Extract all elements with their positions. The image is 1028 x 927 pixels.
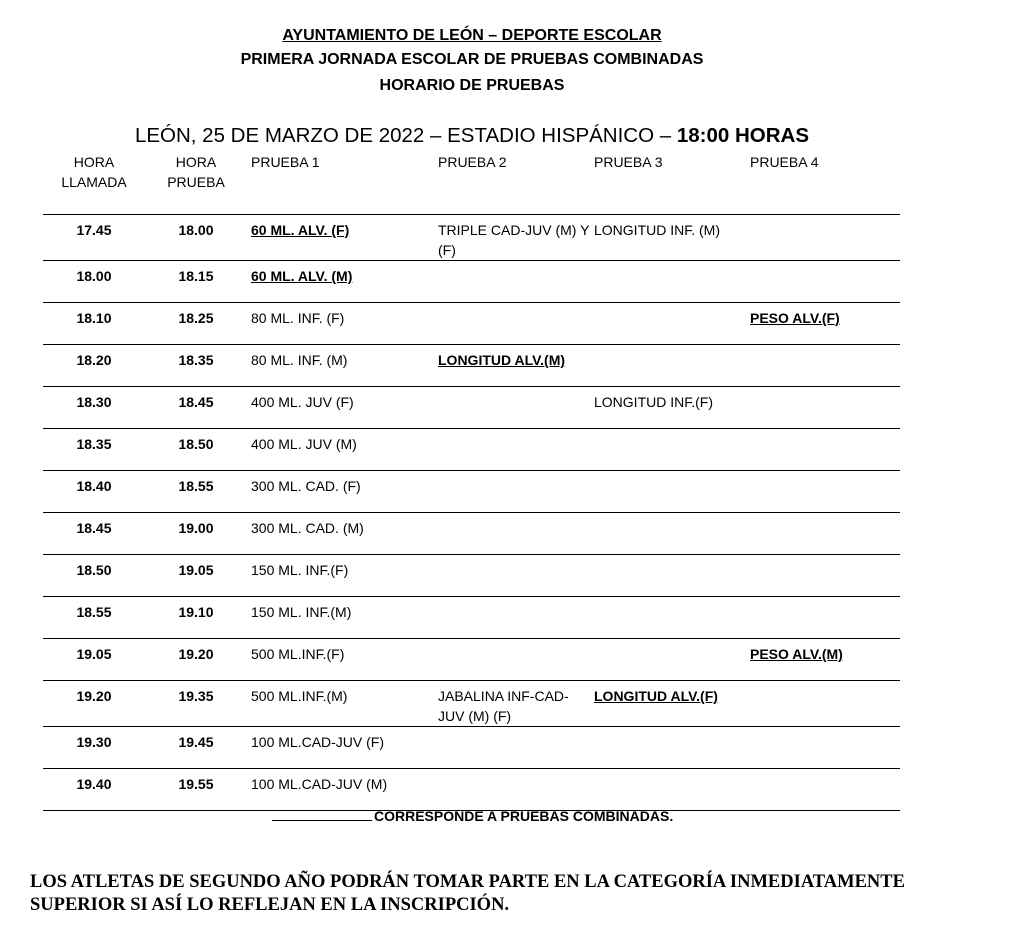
cell-prueba-4	[750, 769, 900, 811]
cell-prueba-4	[750, 681, 900, 727]
header-event-title: PRIMERA JORNADA ESCOLAR DE PRUEBAS COMBINADAS	[240, 51, 704, 68]
cell-hora-prueba: 18.35	[178, 352, 214, 368]
cell-prueba-4	[750, 555, 900, 597]
cell-hora-llamada: 18.10	[76, 310, 112, 326]
cell-prueba-4	[750, 597, 900, 639]
footer-note-line2: SUPERIOR SI ASÍ LO REFLEJAN EN LA INSCRIPCIÓN.	[30, 895, 510, 915]
table-row	[43, 261, 900, 303]
cell-hora-llamada: 18.30	[76, 394, 112, 410]
table-row	[43, 639, 900, 681]
column-header-hora-prueba	[145, 150, 247, 215]
cell-prueba-3	[594, 513, 750, 555]
cell-prueba-4: PESO ALV.(M)	[750, 646, 843, 662]
schedule-table	[43, 150, 900, 811]
cell-prueba-1: 100 ML.CAD-JUV (F)	[251, 734, 385, 750]
cell-prueba-4	[750, 215, 900, 261]
cell-prueba-4	[750, 471, 900, 513]
cell-hora-llamada: 18.50	[76, 562, 112, 578]
cell-prueba-1: 60 ML. ALV. (F)	[251, 222, 350, 238]
cell-hora-llamada: 18.55	[76, 604, 112, 620]
cell-prueba-4	[750, 387, 900, 429]
footer-note	[30, 871, 905, 917]
event-location-date	[0, 124, 944, 148]
column-header-hora-llamada-line1: HORA	[73, 154, 115, 170]
legend-text: CORRESPONDE A PRUEBAS COMBINADAS.	[374, 808, 674, 824]
table-row	[43, 681, 900, 727]
cell-prueba-2	[438, 639, 594, 681]
legend	[272, 808, 673, 824]
cell-prueba-1: 80 ML. INF. (F)	[251, 310, 345, 326]
cell-prueba-2	[438, 597, 594, 639]
cell-hora-llamada: 18.35	[76, 436, 112, 452]
cell-prueba-2	[438, 555, 594, 597]
cell-prueba-3	[594, 345, 750, 387]
cell-prueba-3	[594, 303, 750, 345]
legend-underline-sample	[272, 808, 372, 821]
cell-hora-llamada: 18.20	[76, 352, 112, 368]
column-header-prueba-4: PRUEBA 4	[750, 154, 819, 170]
table-row	[43, 597, 900, 639]
cell-hora-prueba: 19.45	[178, 734, 214, 750]
cell-hora-prueba: 19.20	[178, 646, 214, 662]
table-header-row	[43, 150, 900, 215]
cell-prueba-3	[594, 429, 750, 471]
table-row	[43, 303, 900, 345]
cell-prueba-2	[438, 513, 594, 555]
cell-prueba-2	[438, 303, 594, 345]
cell-prueba-1: 60 ML. ALV. (M)	[251, 268, 353, 284]
table-row	[43, 727, 900, 769]
schedule-body	[43, 215, 900, 811]
cell-hora-prueba: 19.10	[178, 604, 214, 620]
cell-hora-llamada: 17.45	[76, 222, 112, 238]
cell-hora-llamada: 19.30	[76, 734, 112, 750]
cell-hora-llamada: 19.40	[76, 776, 112, 792]
table-row	[43, 769, 900, 811]
cell-prueba-4	[750, 513, 900, 555]
cell-prueba-3	[594, 261, 750, 303]
cell-prueba-2	[438, 387, 594, 429]
cell-hora-prueba: 18.00	[178, 222, 214, 238]
table-row	[43, 471, 900, 513]
column-header-prueba-2: PRUEBA 2	[438, 154, 507, 170]
column-header-hora-llamada	[43, 150, 145, 215]
cell-prueba-3	[594, 639, 750, 681]
cell-prueba-4	[750, 727, 900, 769]
event-start-time: 18:00 HORAS	[676, 124, 810, 147]
cell-hora-llamada: 19.05	[76, 646, 112, 662]
header-organization: AYUNTAMIENTO DE LEÓN – DEPORTE ESCOLAR	[282, 27, 662, 44]
table-row	[43, 513, 900, 555]
cell-prueba-1: 500 ML.INF.(F)	[251, 646, 345, 662]
cell-prueba-1: 100 ML.CAD-JUV (M)	[251, 776, 388, 792]
cell-hora-llamada: 19.20	[76, 688, 112, 704]
column-header-hora-prueba-line1: HORA	[175, 154, 217, 170]
cell-prueba-1: 150 ML. INF.(M)	[251, 604, 352, 620]
cell-prueba-3	[594, 555, 750, 597]
cell-prueba-3	[594, 727, 750, 769]
cell-hora-prueba: 19.05	[178, 562, 214, 578]
table-row	[43, 345, 900, 387]
cell-prueba-1: 400 ML. JUV (F)	[251, 394, 354, 410]
cell-prueba-4	[750, 429, 900, 471]
cell-hora-prueba: 19.35	[178, 688, 214, 704]
column-header-hora-llamada-line2: LLAMADA	[61, 174, 127, 190]
header-schedule-title: HORARIO DE PRUEBAS	[379, 77, 565, 94]
cell-hora-prueba: 18.45	[178, 394, 214, 410]
cell-prueba-2: JABALINA INF-CAD-JUV (M) (F)	[438, 688, 569, 724]
table-row	[43, 555, 900, 597]
cell-prueba-4: PESO ALV.(F)	[750, 310, 840, 326]
cell-prueba-2	[438, 471, 594, 513]
cell-prueba-1: 80 ML. INF. (M)	[251, 352, 348, 368]
cell-prueba-3	[594, 597, 750, 639]
cell-hora-llamada: 18.00	[76, 268, 112, 284]
cell-hora-prueba: 18.50	[178, 436, 214, 452]
cell-prueba-2	[438, 429, 594, 471]
cell-prueba-3: LONGITUD INF.(F)	[594, 394, 713, 410]
cell-prueba-2: TRIPLE CAD-JUV (M) Y (F)	[438, 222, 590, 258]
column-header-prueba-3: PRUEBA 3	[594, 154, 663, 170]
footer-note-line1: LOS ATLETAS DE SEGUNDO AÑO PODRÁN TOMAR PARTE EN LA CATEGORÍA INMEDIATAMENTE	[30, 872, 905, 892]
cell-prueba-2	[438, 727, 594, 769]
cell-prueba-1: 500 ML.INF.(M)	[251, 688, 348, 704]
cell-prueba-1: 400 ML. JUV (M)	[251, 436, 357, 452]
cell-prueba-2	[438, 769, 594, 811]
cell-prueba-3	[594, 769, 750, 811]
column-header-hora-prueba-line2: PRUEBA	[167, 174, 225, 190]
cell-prueba-2: LONGITUD ALV.(M)	[438, 352, 566, 368]
cell-prueba-3	[594, 471, 750, 513]
cell-prueba-2	[438, 261, 594, 303]
table-row	[43, 215, 900, 261]
cell-hora-prueba: 19.55	[178, 776, 214, 792]
cell-hora-prueba: 18.55	[178, 478, 214, 494]
column-header-prueba-1: PRUEBA 1	[251, 154, 320, 170]
cell-prueba-1: 150 ML. INF.(F)	[251, 562, 349, 578]
cell-hora-prueba: 19.00	[178, 520, 214, 536]
event-location-date-text: LEÓN, 25 DE MARZO DE 2022 – ESTADIO HISPÁNICO –	[134, 124, 677, 147]
cell-prueba-4	[750, 261, 900, 303]
table-row	[43, 429, 900, 471]
cell-prueba-3: LONGITUD ALV.(F)	[594, 688, 718, 704]
cell-hora-llamada: 18.40	[76, 478, 112, 494]
cell-hora-prueba: 18.15	[178, 268, 214, 284]
cell-hora-prueba: 18.25	[178, 310, 214, 326]
cell-prueba-1: 300 ML. CAD. (M)	[251, 520, 364, 536]
cell-prueba-4	[750, 345, 900, 387]
cell-hora-llamada: 18.45	[76, 520, 112, 536]
table-row	[43, 387, 900, 429]
cell-prueba-3: LONGITUD INF. (M)	[594, 222, 720, 238]
cell-prueba-1: 300 ML. CAD. (F)	[251, 478, 361, 494]
